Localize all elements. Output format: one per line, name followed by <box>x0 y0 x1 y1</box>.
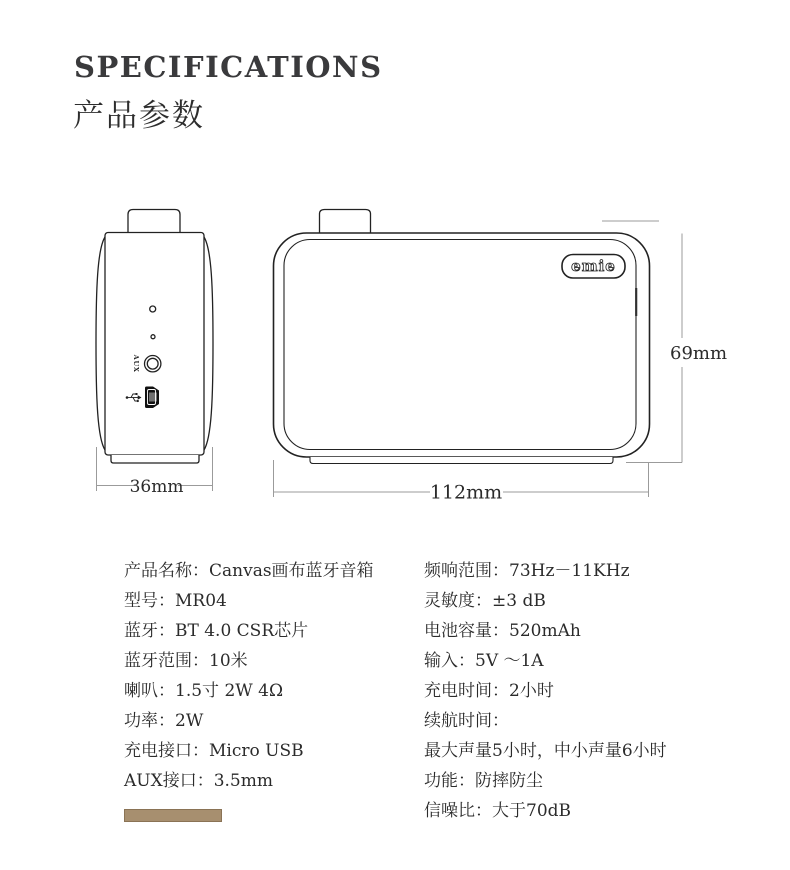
spec-charge-port: 充电接口：Micro USB <box>124 741 304 761</box>
side-base <box>111 455 199 463</box>
spec-bluetooth-range: 蓝牙范围：10米 <box>124 651 248 671</box>
spec-model: 型号：MR04 <box>124 591 227 611</box>
spec-bluetooth: 蓝牙：BT 4.0 CSR芯片 <box>124 621 309 641</box>
spec-battery-life: 续航时间： <box>424 711 509 731</box>
spec-battery-capacity: 电池容量：520mAh <box>424 621 581 641</box>
side-silhouette-right <box>204 237 213 450</box>
side-knob <box>128 210 180 234</box>
side-silhouette-left <box>96 237 105 450</box>
spec-power: 功率：2W <box>124 711 204 731</box>
dimension-label-front-height: 69mm <box>670 343 728 364</box>
page-subtitle: 产品参数 <box>73 98 205 134</box>
spec-battery-life-detail: 最大声量5小时，中小声量6小时 <box>424 741 667 761</box>
aux-port-label: AUX <box>132 354 140 373</box>
spec-charge-time: 充电时间：2小时 <box>424 681 554 701</box>
dimension-label-front-width: 112mm <box>429 481 503 504</box>
side-view-drawing <box>96 210 213 464</box>
front-base <box>310 457 613 464</box>
spec-product-name: 产品名称：Canvas画布蓝牙音箱 <box>124 561 374 581</box>
spec-snr: 信噪比：大于70dB <box>424 801 572 821</box>
spec-column-left <box>124 556 444 796</box>
side-body <box>105 233 204 456</box>
spec-features: 功能：防摔防尘 <box>424 771 543 791</box>
tan-accent-bar <box>124 809 222 822</box>
front-knob <box>320 210 371 234</box>
dimension-label-side-width: 36mm <box>129 477 184 497</box>
page-title: SPECIFICATIONS <box>74 50 383 84</box>
front-view-drawing <box>274 210 650 464</box>
spec-sensitivity: 灵敏度：±3 dB <box>424 591 546 611</box>
spec-aux-port: AUX接口：3.5mm <box>124 771 273 791</box>
brand-logo-text: emie <box>571 257 616 275</box>
spec-column-right <box>424 556 764 826</box>
spec-speaker-driver: 喇叭：1.5寸 2W 4Ω <box>124 681 284 701</box>
product-diagram <box>0 190 790 510</box>
spec-input: 输入：5V ～1A <box>424 651 544 671</box>
spec-frequency-range: 频响范围：73Hz－11KHz <box>424 561 630 581</box>
